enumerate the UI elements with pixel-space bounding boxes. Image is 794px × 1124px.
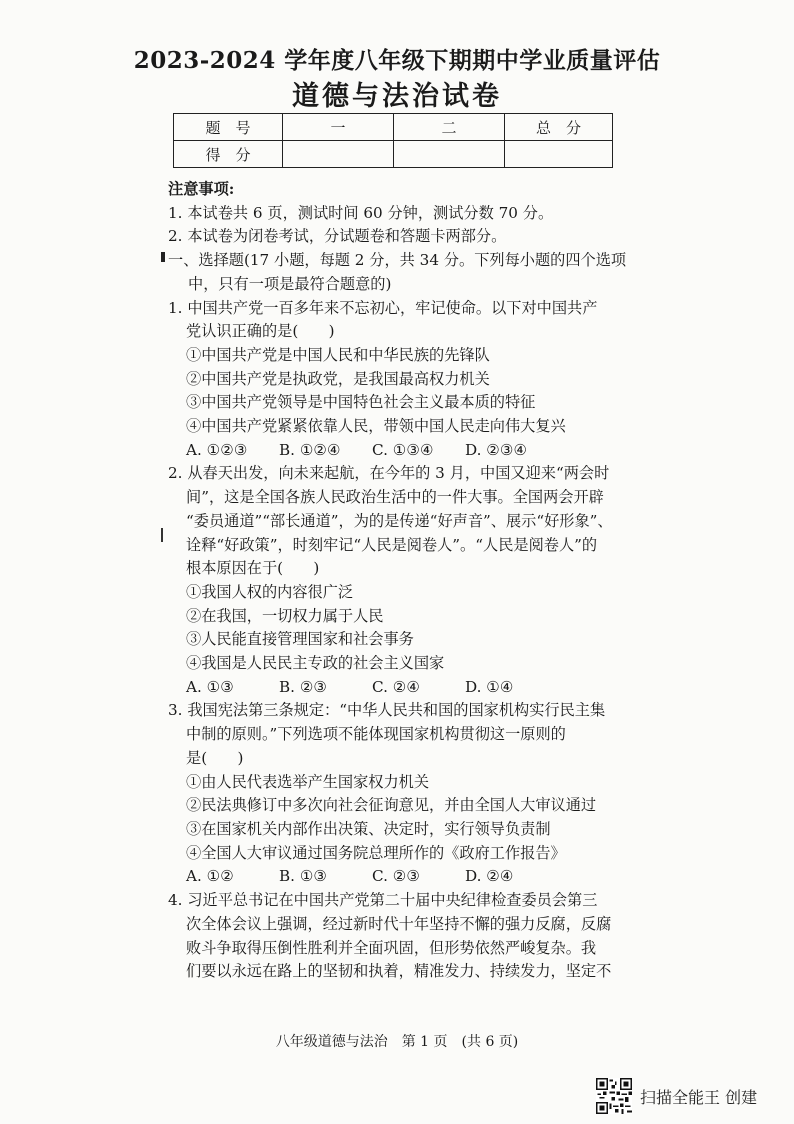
question-1-statement: ③中国共产党领导是中国特色社会主义最本质的特征 bbox=[186, 393, 536, 412]
score-table bbox=[173, 113, 613, 168]
section-heading-cont: 中，只有一项是最符合题意的) bbox=[188, 274, 392, 293]
question-3-statement: ②民法典修订中多次向社会征询意见，并由全国人大审议通过 bbox=[186, 796, 597, 815]
question-1-text: 党认识正确的是( ) bbox=[186, 322, 335, 341]
question-3-statement: ③在国家机关内部作出决策、决定时，实行领导负责制 bbox=[186, 819, 551, 838]
option-d[interactable]: D. ②③④ bbox=[465, 440, 528, 459]
option-c[interactable]: C. ②④ bbox=[372, 677, 420, 696]
exam-subtitle: 道德与法治试卷 bbox=[292, 81, 502, 112]
question-1-statement: ①中国共产党是中国人民和中华民族的先锋队 bbox=[186, 345, 490, 364]
question-3-text: 3. 我国宪法第三条规定：“中华人民共和国的国家机构实行民主集 bbox=[168, 701, 606, 720]
question-2-statement: ②在我国，一切权力属于人民 bbox=[186, 606, 384, 625]
option-b[interactable]: B. ①③ bbox=[279, 867, 328, 886]
option-a[interactable]: A. ①②③ bbox=[186, 440, 248, 459]
notice-item: 1. 本试卷共 6 页，测试时间 60 分钟，测试分数 70 分。 bbox=[168, 203, 554, 222]
question-4-text: 败斗争取得压倒性胜利并全面巩固，但形势依然严峻复杂。我 bbox=[186, 938, 597, 957]
option-d[interactable]: D. ②④ bbox=[465, 867, 514, 886]
scanner-label: 扫描全能王 创建 bbox=[640, 1087, 758, 1107]
question-2-statement: ③人民能直接管理国家和社会事务 bbox=[186, 630, 414, 649]
question-4-text: 4. 习近平总书记在中国共产党第二十届中央纪律检查委员会第三 bbox=[168, 891, 598, 910]
notice-item: 2. 本试卷为闭卷考试，分试题卷和答题卡两部分。 bbox=[168, 227, 507, 246]
qr-code-icon bbox=[596, 1078, 632, 1114]
question-2-text: 根本原因在于( ) bbox=[186, 559, 320, 578]
question-2-text: 2. 从春天出发，向未来起航，在今年的 3 月，中国又迎来“两会时 bbox=[168, 464, 610, 483]
question-3-statement: ①由人民代表选举产生国家权力机关 bbox=[186, 772, 429, 791]
score-cell-total: 总 分 bbox=[505, 114, 613, 141]
question-2-options bbox=[168, 676, 623, 700]
option-d[interactable]: D. ①④ bbox=[465, 677, 514, 696]
score-input-total[interactable] bbox=[505, 141, 613, 168]
question-3-text: 中制的原则。”下列选项不能体现国家机构贯彻这一原则的 bbox=[186, 725, 566, 744]
question-3-text: 是( ) bbox=[186, 748, 244, 767]
question-2-text: 间”，这是全国各族人民政治生活中的一件大事。全国两会开辟 bbox=[186, 488, 604, 507]
option-a[interactable]: A. ①③ bbox=[186, 677, 234, 696]
question-2-text: 诠释“好政策”，时刻牢记“人民是阅卷人”。“人民是阅卷人”的 bbox=[186, 535, 598, 554]
option-b[interactable]: B. ②③ bbox=[279, 677, 328, 696]
score-table-score-row bbox=[174, 141, 613, 168]
question-1-statement: ④中国共产党紧紧依靠人民，带领中国人民走向伟大复兴 bbox=[186, 417, 566, 436]
section-heading: 一、选择题(17 小题，每题 2 分，共 34 分。下列每小题的四个选项 bbox=[168, 251, 627, 270]
page-footer: 八年级道德与法治 第 1 页 (共 6 页) bbox=[275, 1034, 519, 1050]
score-cell-part1: 一 bbox=[283, 114, 394, 141]
scanner-watermark bbox=[596, 1078, 757, 1114]
question-4-text: 们要以永远在路上的坚韧和执着，精准发力、持续发力，坚定不 bbox=[186, 962, 612, 981]
score-row-label: 得 分 bbox=[174, 141, 283, 168]
question-2-text: “委员通道”“部长通道”，为的是传递“好声音”、展示“好形象”、 bbox=[186, 511, 613, 530]
score-input-part2[interactable] bbox=[394, 141, 505, 168]
question-3-options bbox=[168, 865, 623, 889]
scan-mark bbox=[161, 252, 165, 262]
question-1-text: 1. 中国共产党一百多年来不忘初心，牢记使命。以下对中国共产 bbox=[168, 298, 598, 317]
question-2-statement: ①我国人权的内容很广泛 bbox=[186, 582, 354, 601]
score-cell-part2: 二 bbox=[394, 114, 505, 141]
exam-body bbox=[168, 178, 627, 984]
score-input-part1[interactable] bbox=[283, 141, 394, 168]
notice-heading: 注意事项: bbox=[168, 180, 235, 198]
option-c[interactable]: C. ①③④ bbox=[372, 440, 434, 459]
question-1-options bbox=[168, 439, 623, 463]
question-4-text: 次全体会议上强调，经过新时代十年坚持不懈的强力反腐，反腐 bbox=[186, 914, 612, 933]
score-cell-label: 题 号 bbox=[174, 114, 283, 141]
option-a[interactable]: A. ①② bbox=[186, 867, 234, 886]
scan-mark bbox=[161, 528, 163, 542]
option-c[interactable]: C. ②③ bbox=[372, 867, 420, 886]
question-1-statement: ②中国共产党是执政党，是我国最高权力机关 bbox=[186, 369, 490, 388]
exam-title: 2023-2024 学年度八年级下期期中学业质量评估 bbox=[133, 47, 661, 74]
question-3-statement: ④全国人大审议通过国务院总理所作的《政府工作报告》 bbox=[186, 843, 566, 862]
score-table-header-row bbox=[174, 114, 613, 141]
option-b[interactable]: B. ①②④ bbox=[279, 440, 341, 459]
question-2-statement: ④我国是人民民主专政的社会主义国家 bbox=[186, 654, 445, 673]
